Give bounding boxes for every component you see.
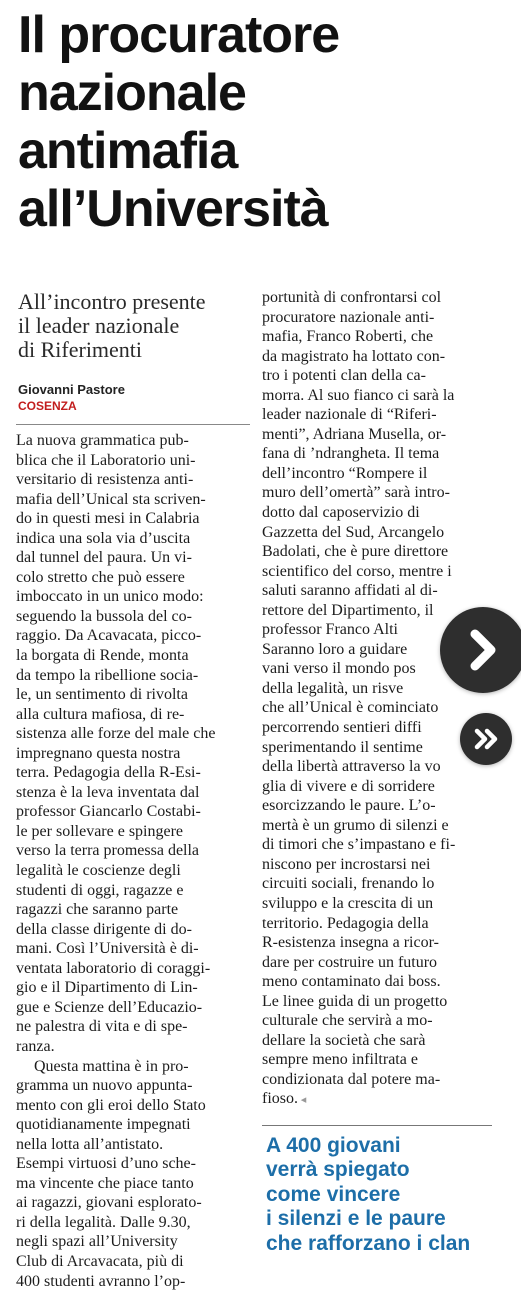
text-line: percorrendo sentieri diffi — [262, 718, 496, 738]
text-line: circuiti sociali, frenando lo — [262, 874, 496, 894]
text-line: le, un sentimento di rivolta — [16, 685, 250, 705]
subtitle-line: All’incontro presente — [18, 290, 250, 314]
text-line: dell’incontro “Rompere il — [262, 464, 496, 484]
text-line: gramma un nuovo appunta- — [16, 1076, 250, 1096]
text-line: sistenza alle forze del male che — [16, 724, 250, 744]
text-line: da tempo la ribellione socia- — [16, 666, 250, 686]
text-line: Saranno loro a guidare — [262, 640, 496, 660]
divider — [16, 424, 250, 425]
pullquote-line: che rafforzano i clan — [266, 1232, 496, 1257]
text-line: studenti di oggi, ragazze e — [16, 881, 250, 901]
text-line: meno contaminato dai boss. — [262, 972, 496, 992]
text-line: terra. Pedagogia della R-Esi- — [16, 763, 250, 783]
text-line: mento con gli eroi dello Stato — [16, 1096, 250, 1116]
text-line: indica una sola via d’uscita — [16, 529, 250, 549]
text-line: culturale che servirà a mo- — [262, 1011, 496, 1031]
subtitle — [18, 290, 250, 362]
text-line: portunità di confrontarsi col — [262, 288, 496, 308]
text-line: legalità le coscienze degli — [16, 861, 250, 881]
text-line: ri della legalità. Dalle 9.30, — [16, 1213, 250, 1233]
text-line: versitario di resistenza anti- — [16, 470, 250, 490]
text-line: professor Giancarlo Costabi- — [16, 802, 250, 822]
text-line: Gazzetta del Sud, Arcangelo — [262, 523, 496, 543]
text-line: mertà è un grumo di silenzi e — [262, 816, 496, 836]
author-name: Giovanni Pastore — [18, 382, 250, 398]
text-line: do in questi mesi in Calabria — [16, 509, 250, 529]
text-line: leader nazionale di “Riferi- — [262, 405, 496, 425]
text-line: della legalità, un risve — [262, 679, 496, 699]
text-line: Badolati, che è pure direttore — [262, 542, 496, 562]
text-line: professor Franco Alti — [262, 620, 496, 640]
text-line: muro dell’omertà” sarà intro- — [262, 483, 496, 503]
text-line: Esempi virtuosi d’uno sche- — [16, 1154, 250, 1174]
spacer — [262, 1111, 496, 1125]
text-line: mafia dell’Unical sta scriven- — [16, 490, 250, 510]
text-line: ai ragazzi, giovani esplorato- — [16, 1193, 250, 1213]
pullquote — [266, 1134, 496, 1257]
text-line: glia di vivere e di sorridere — [262, 777, 496, 797]
text-line: verso la terra promessa della — [16, 841, 250, 861]
body-paragraph-2 — [16, 1057, 250, 1291]
text-line: tro i potenti clan della ca- — [262, 366, 496, 386]
text-line: condizionata dal potere ma- — [262, 1070, 496, 1090]
text-line: sviluppo e la crescita di un — [262, 894, 496, 914]
left-column — [16, 290, 250, 1291]
text-line: dellare la società che sarà — [262, 1031, 496, 1051]
text-line: che all’Unical è cominciato — [262, 698, 496, 718]
text-line: Le linee guida di un progetto — [262, 992, 496, 1012]
pullquote-line: A 400 giovani — [266, 1134, 496, 1159]
text-line: ventata laboratorio di coraggi- — [16, 959, 250, 979]
text-line: mafia, Franco Roberti, che — [262, 327, 496, 347]
text-line: sempre meno infiltrata e — [262, 1050, 496, 1070]
text-line: nella lotta all’antistato. — [16, 1135, 250, 1155]
text-line: quotidianamente impegnati — [16, 1115, 250, 1135]
text-line: scientifico del corso, mentre i — [262, 562, 496, 582]
end-of-article-mark: ◂ — [298, 1094, 306, 1106]
headline-line: nazionale — [18, 64, 513, 122]
text-line: la borgata di Rende, monta — [16, 646, 250, 666]
text-line: procuratore nazionale anti- — [262, 308, 496, 328]
text-line: dal tunnel del paura. Un vi- — [16, 548, 250, 568]
text-line: sperimentando il sentime — [262, 738, 496, 758]
text-line: Club di Arcavacata, più di — [16, 1252, 250, 1272]
text-line: negli spazi all’University — [16, 1232, 250, 1252]
next-page-button[interactable] — [440, 607, 521, 693]
text-line: alla cultura mafiosa, di re- — [16, 705, 250, 725]
body-paragraph-3 — [262, 288, 496, 1111]
text-line: menti”, Adriana Musella, or- — [262, 425, 496, 445]
text-line: da magistrato ha lottato con- — [262, 347, 496, 367]
headline — [18, 6, 513, 238]
text-line: Questa mattina è in pro- — [16, 1057, 250, 1077]
text-line: le per sollevare e spingere — [16, 822, 250, 842]
text-line: gio e il Dipartimento di Lin- — [16, 978, 250, 998]
text-line: gue e Scienze dell’Educazio- — [16, 998, 250, 1018]
text-line: 400 studenti avranno l’op- — [16, 1272, 250, 1291]
text-line: La nuova grammatica pub- — [16, 431, 250, 451]
divider — [262, 1125, 492, 1126]
text-line: stenza è la leva inventata dal — [16, 783, 250, 803]
text-line: ne palestra di vita e di spe- — [16, 1017, 250, 1037]
text-line: R-esistenza insegna a ricor- — [262, 933, 496, 953]
text-line: di timori che s’impastano e fi- — [262, 835, 496, 855]
skip-forward-button[interactable] — [460, 713, 512, 765]
headline-line: all’Università — [18, 180, 513, 238]
text-line: blica che il Laboratorio uni- — [16, 451, 250, 471]
text-line: colo stretto che può essere — [16, 568, 250, 588]
text-line: della libertà attraverso la vo — [262, 757, 496, 777]
pullquote-line: verrà spiegato — [266, 1158, 496, 1183]
text-line: niscono per incrostarsi nei — [262, 855, 496, 875]
text-line: territorio. Pedagogia della — [262, 914, 496, 934]
text-line: fana di ’ndrangheta. Il tema — [262, 444, 496, 464]
text-line: della classe dirigente di do- — [16, 920, 250, 940]
text-line: fioso. ◂ — [262, 1089, 496, 1111]
text-line: ragazzi che saranno parte — [16, 900, 250, 920]
pullquote-line: come vincere — [266, 1183, 496, 1208]
text-line: rettore del Dipartimento, il — [262, 601, 496, 621]
text-line: dare per costruire un futuro — [262, 953, 496, 973]
double-chevron-right-icon — [472, 725, 500, 753]
chevron-right-icon — [461, 628, 505, 672]
text-line: saluti saranno affidati al di- — [262, 581, 496, 601]
subtitle-line: di Riferimenti — [18, 338, 250, 362]
text-line: ranza. — [16, 1037, 250, 1057]
subtitle-line: il leader nazionale — [18, 314, 250, 338]
right-column — [262, 288, 496, 1256]
text-line: esorcizzando le paure. L’o- — [262, 796, 496, 816]
headline-line: Il procuratore — [18, 6, 513, 64]
dateline-location: COSENZA — [18, 398, 250, 414]
text-line: morra. Al suo fianco ci sarà la — [262, 386, 496, 406]
body-paragraph-1 — [16, 431, 250, 1057]
text-line: dotto dal caposervizio di — [262, 503, 496, 523]
headline-line: antimafia — [18, 122, 513, 180]
text-line: imboccato in un unico modo: — [16, 587, 250, 607]
text-line: vani verso il mondo pos — [262, 659, 496, 679]
text-line: impregnano questa nostra — [16, 744, 250, 764]
text-line: mani. Così l’Università è di- — [16, 939, 250, 959]
pullquote-line: i silenzi e le paure — [266, 1207, 496, 1232]
text-line: raggio. Da Acavacata, picco- — [16, 626, 250, 646]
text-line: ma vincente che piace tanto — [16, 1174, 250, 1194]
text-line: seguendo la bussola del co- — [16, 607, 250, 627]
